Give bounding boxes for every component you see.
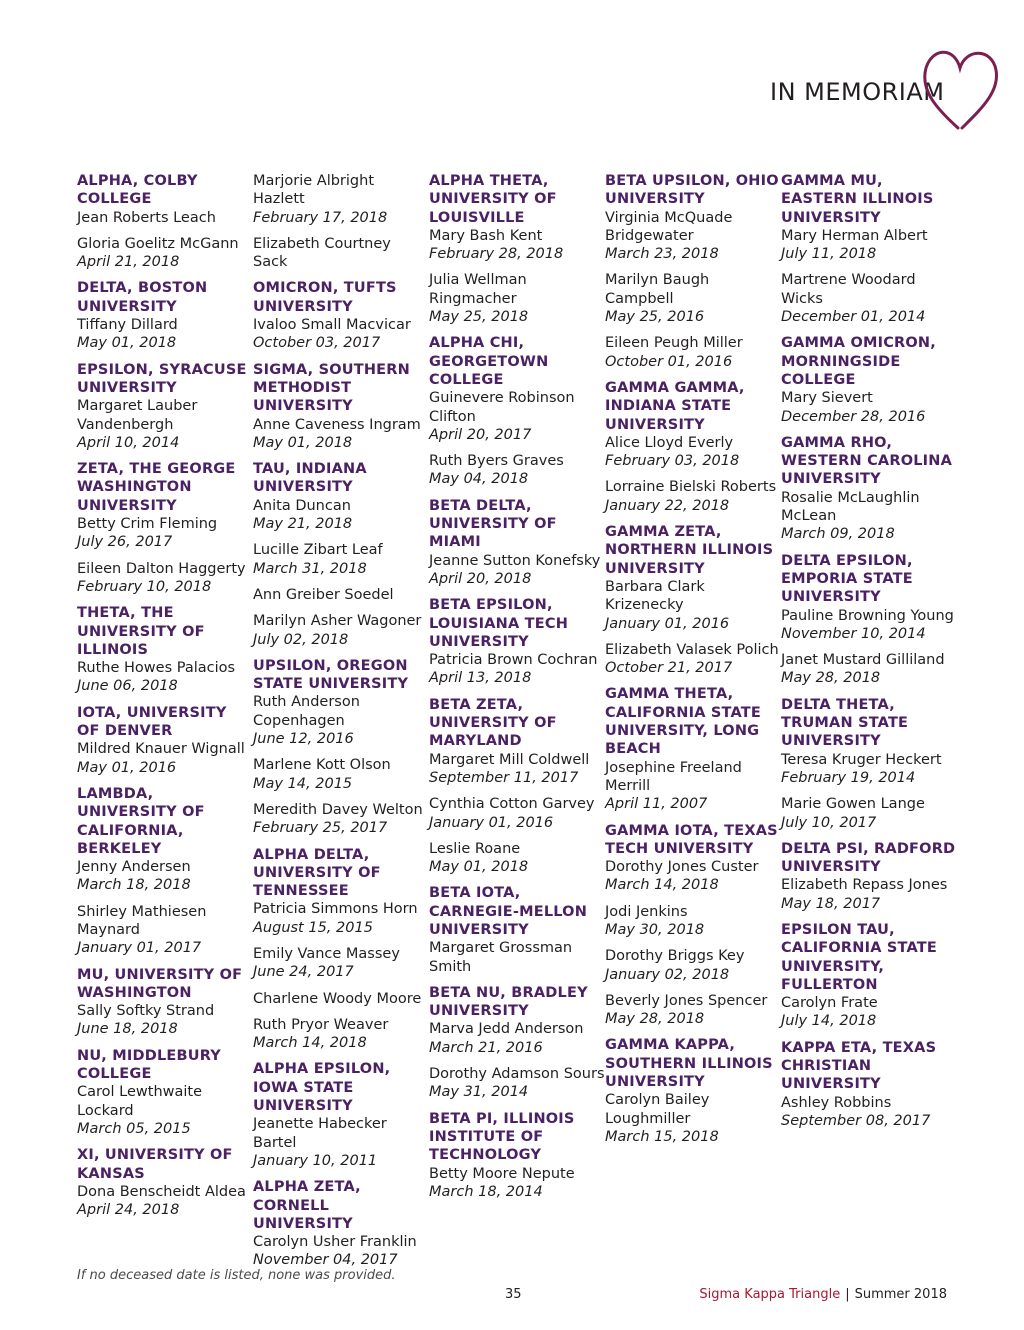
member-name: Carol Lewthwaite Lockard [77,1084,203,1119]
member-entry [429,751,605,788]
member-name: Ashley Robbins [781,1094,892,1111]
chapter-heading: GAMMA KAPPA, SOUTHERN ILLINOIS UNIVERSITY [605,1037,773,1091]
member-entry [77,903,253,958]
member-date: May 18, 2017 [781,895,881,912]
member-name: Janet Mustard Gilliland [781,652,945,669]
member-name: Martrene Woodard Wicks [781,272,916,307]
member-name: Josephine Freeland Merrill [605,759,742,794]
column-3 [429,172,605,1278]
member-entry [253,900,429,937]
chapter-heading: UPSILON, OREGON STATE UNIVERSITY [253,657,409,693]
member-date: March 18, 2018 [77,877,191,894]
member-name: Beverly Jones Spencer [605,992,768,1009]
member-name: Marie Gowen Lange [781,796,925,813]
chapter-group [781,696,957,832]
member-entry [253,497,429,534]
member-entry [605,271,781,326]
member-name: Patricia Simmons Horn [253,901,418,918]
member-entry [605,992,781,1029]
member-name: Gloria Goelitz McGann [77,235,239,252]
member-entry [605,759,781,814]
member-date: January 01, 2016 [429,814,554,831]
member-name: Ruth Pryor Weaver [253,1016,389,1033]
member-name: Jenny Andersen [77,859,191,876]
member-entry [781,389,957,426]
member-entry [429,651,605,688]
member-entry [77,397,253,452]
chapter-heading: EPSILON, SYRACUSE UNIVERSITY [77,361,247,396]
member-entry [429,1020,605,1057]
member-name: Sally Softky Strand [77,1003,215,1020]
member-entry [77,560,253,597]
chapter-heading: ALPHA CHI, GEORGETOWN COLLEGE [429,335,549,388]
member-date: January 02, 2018 [605,966,730,983]
member-name: Charlene Woody Moore [253,990,422,1007]
member-date: May 28, 2018 [781,670,881,687]
member-date: May 01, 2018 [77,335,177,352]
member-entry [253,756,429,793]
chapter-group [77,785,253,958]
member-entry [781,751,957,788]
chapter-group [253,1178,429,1269]
member-name: Patricia Brown Cochran [429,652,598,669]
member-date: June 18, 2018 [77,1021,178,1038]
member-entry [781,876,957,913]
member-name: Lorraine Bielski Roberts [605,479,777,496]
chapter-group [253,846,429,1053]
member-entry [253,801,429,838]
member-entry [429,1165,605,1202]
member-entry [429,795,605,832]
member-name: Marva Jedd Anderson [429,1021,584,1038]
member-date: March 21, 2016 [429,1039,543,1056]
chapter-heading: GAMMA OMICRON, MORNINGSIDE COLLEGE [781,335,936,388]
member-date: December 01, 2014 [781,309,926,326]
member-entry [77,316,253,353]
chapter-group [429,884,605,975]
page-number: 35 [505,1287,522,1302]
chapter-group [605,379,781,515]
member-entry [253,541,429,578]
member-name: Dorothy Jones Custer [605,859,759,876]
heart-icon [918,42,1002,132]
chapter-heading: MU, UNIVERSITY OF WASHINGTON [77,966,243,1001]
chapter-group [429,596,605,687]
member-name: Anita Duncan [253,497,351,514]
member-name: Margaret Grossman Smith [429,940,573,975]
member-name: Margaret Lauber Vandenbergh [77,398,198,433]
member-date: March 14, 2018 [605,877,719,894]
member-date: May 04, 2018 [429,471,529,488]
chapter-heading: BETA NU, BRADLEY UNIVERSITY [429,984,588,1020]
member-entry [77,1083,253,1138]
member-date: August 15, 2015 [253,919,373,936]
member-date: October 01, 2016 [605,353,733,370]
member-entry [253,1115,429,1170]
member-name: Jeanne Sutton Konefsky [429,552,601,569]
member-name: Pauline Browning Young [781,607,954,624]
member-name: Emily Vance Massey [253,945,400,962]
member-name: Eileen Peugh Miller [605,335,743,352]
member-name: Anne Caveness Ingram [253,416,421,433]
chapter-heading: LAMBDA, UNIVERSITY OF CALIFORNIA, BERKELEY [77,785,205,857]
member-date: March 09, 2018 [781,526,895,543]
member-entry [781,651,957,688]
member-name: Rosalie McLaughlin McLean [781,489,920,525]
member-name: Alice Lloyd Everly [605,434,734,451]
member-entry [781,271,957,326]
member-name: Ruth Anderson Copenhagen [253,694,360,729]
member-date: May 31, 2014 [429,1084,529,1101]
chapter-group [253,361,429,452]
chapter-group [781,334,957,425]
chapter-heading: DELTA THETA, TRUMAN STATE UNIVERSITY [781,696,909,750]
member-date: April 13, 2018 [429,670,532,687]
chapter-group [77,460,253,596]
member-entry [605,434,781,471]
member-date: February 17, 2018 [253,209,388,226]
column-5 [781,172,957,1278]
member-date: March 31, 2018 [253,560,367,577]
member-date: May 25, 2016 [605,309,705,326]
member-entry [605,1091,781,1146]
member-name: Elizabeth Valasek Polich [605,641,779,658]
chapter-group [429,172,605,326]
member-entry [77,235,253,272]
chapter-group [253,279,429,352]
member-date: January 01, 2016 [605,615,730,632]
member-date: February 03, 2018 [605,453,740,470]
chapter-group [429,334,605,488]
chapter-heading: BETA ZETA, UNIVERSITY OF MARYLAND [429,696,557,750]
member-date: June 06, 2018 [77,678,178,695]
chapter-group [605,1036,781,1146]
member-entry [77,858,253,895]
member-date: September 08, 2017 [781,1112,931,1129]
chapter-heading: TAU, INDIANA UNIVERSITY [253,461,367,496]
credit-separator: | [845,1287,850,1302]
chapter-heading: DELTA EPSILON, EMPORIA STATE UNIVERSITY [781,552,913,606]
member-date: October 21, 2017 [605,660,733,677]
member-entry [429,389,605,444]
chapter-group [77,361,253,452]
chapter-heading: ALPHA EPSILON, IOWA STATE UNIVERSITY [253,1061,391,1115]
member-date: April 24, 2018 [77,1202,180,1219]
member-name: Jean Roberts Leach [77,209,216,226]
member-name: Betty Crim Fleming [77,516,218,533]
member-date: July 26, 2017 [77,534,173,551]
chapter-heading: GAMMA THETA, CALIFORNIA STATE UNIVERSITY, LONG BEACH [605,686,761,758]
chapter-heading: EPSILON TAU, CALIFORNIA STATE UNIVERSITY, FULLERTON [781,921,937,993]
member-name: Ruth Byers Graves [429,453,564,470]
member-date: February 10, 2018 [77,578,212,595]
member-name: Barbara Clark Krizenecky [605,578,705,614]
member-date: May 14, 2015 [253,775,353,792]
chapter-group [781,552,957,688]
chapter-group [253,1060,429,1170]
chapter-group [781,434,957,544]
member-date: May 21, 2018 [253,516,353,533]
member-date: November 10, 2014 [781,625,926,642]
member-entry [253,612,429,649]
member-entry [429,227,605,264]
member-date: March 05, 2015 [77,1120,191,1137]
member-date: April 21, 2018 [77,254,180,271]
member-date: May 01, 2016 [77,759,177,776]
member-entry [77,515,253,552]
footnote: If no deceased date is listed, none was provided. [77,1268,396,1283]
publication-credit [699,1287,947,1302]
column-2 [253,172,429,1278]
chapter-group [253,460,429,649]
member-entry [605,858,781,895]
member-entry [429,1065,605,1102]
page-title: IN MEMORIAM [770,78,945,106]
member-name: Cynthia Cotton Garvey [429,796,595,813]
member-entry [429,840,605,877]
chapter-group [605,172,781,371]
member-name: Dorothy Briggs Key [605,948,745,965]
chapter-heading: NU, MIDDLEBURY COLLEGE [77,1047,222,1083]
chapter-group [77,1146,253,1219]
chapter-heading: GAMMA GAMMA, INDIANA STATE UNIVERSITY [605,379,745,433]
member-date: May 01, 2018 [429,859,529,876]
member-name: Ivaloo Small Macvicar [253,317,411,334]
member-entry [77,209,253,227]
member-name: Elizabeth Repass Jones [781,877,948,894]
member-date: December 28, 2016 [781,408,926,425]
member-name: Margaret Mill Coldwell [429,751,590,768]
chapter-group [253,657,429,838]
member-date: February 25, 2017 [253,820,388,837]
chapter-heading: GAMMA RHO, WESTERN CAROLINA UNIVERSITY [781,434,953,488]
member-date: November 04, 2017 [253,1252,398,1269]
member-name: Teresa Kruger Heckert [781,751,942,768]
memoriam-columns [77,172,957,1278]
member-entry [253,1016,429,1053]
member-name: Carolyn Bailey Loughmiller [605,1092,710,1127]
member-entry [781,994,957,1031]
chapter-group [429,984,605,1102]
chapter-heading: ALPHA, COLBY COLLEGE [77,173,198,208]
member-date: June 12, 2016 [253,731,354,748]
chapter-group [253,172,429,271]
chapter-group [605,523,781,677]
member-name: Marlene Kott Olson [253,757,391,774]
member-entry [429,271,605,326]
member-date: February 28, 2018 [429,246,564,263]
member-date: May 28, 2018 [605,1011,705,1028]
member-entry [253,693,429,748]
chapter-group [781,921,957,1031]
member-entry [429,552,605,589]
chapter-group [429,1110,605,1201]
chapter-group [429,497,605,588]
member-date: October 03, 2017 [253,335,381,352]
member-name: Leslie Roane [429,840,521,857]
member-name: Mildred Knauer Wignall [77,741,245,758]
chapter-heading: ALPHA THETA, UNIVERSITY OF LOUISVILLE [429,173,557,226]
member-entry [429,452,605,489]
member-date: May 01, 2018 [253,434,353,451]
member-name: Dorothy Adamson Sours [429,1066,605,1083]
publication-name: Sigma Kappa Triangle [699,1287,841,1302]
member-name: Mary Bash Kent [429,227,543,244]
member-date: March 15, 2018 [605,1128,719,1145]
chapter-heading: BETA PI, ILLINOIS INSTITUTE OF TECHNOLOGY [429,1110,575,1164]
chapter-heading: GAMMA ZETA, NORTHERN ILLINOIS UNIVERSITY [605,524,774,577]
member-name: Guinevere Robinson Clifton [429,390,575,425]
column-1 [77,172,253,1278]
member-name: Mary Sievert [781,390,873,407]
chapter-heading: IOTA, UNIVERSITY OF DENVER [77,704,227,740]
member-name: Ann Greiber Soedel [253,586,394,603]
member-date: March 23, 2018 [605,246,719,263]
member-entry [781,489,957,544]
chapter-group [781,1039,957,1130]
member-date: April 10, 2014 [77,434,180,451]
member-entry [781,607,957,644]
member-date: April 20, 2018 [429,570,532,587]
member-date: March 14, 2018 [253,1035,367,1052]
chapter-heading: THETA, THE UNIVERSITY OF ILLINOIS [77,605,205,658]
member-entry [253,172,429,227]
member-name: Mary Herman Albert [781,227,928,244]
chapter-heading: GAMMA MU, EASTERN ILLINOIS UNIVERSITY [781,173,934,226]
member-entry [605,903,781,940]
member-name: Marilyn Asher Wagoner [253,613,422,630]
member-name: Dona Benscheidt Aldea [77,1183,246,1200]
member-date: January 10, 2011 [253,1152,378,1169]
member-entry [605,334,781,371]
chapter-heading: ALPHA ZETA, CORNELL UNIVERSITY [253,1179,361,1232]
member-name: Betty Moore Nepute [429,1165,575,1182]
chapter-heading: XI, UNIVERSITY OF KANSAS [77,1147,233,1182]
chapter-heading: KAPPA ETA, TEXAS CHRISTIAN UNIVERSITY [781,1039,937,1093]
member-entry [605,641,781,678]
member-entry [253,235,429,272]
member-name: Tiffany Dillard [77,317,178,334]
member-entry [77,1002,253,1039]
member-date: July 02, 2018 [253,631,349,648]
chapter-group [77,704,253,777]
chapter-heading: BETA DELTA, UNIVERSITY OF MIAMI [429,497,557,551]
member-name: Eileen Dalton Haggerty [77,560,246,577]
member-entry [77,659,253,696]
member-name: Virginia McQuade Bridgewater [605,209,733,244]
chapter-heading: BETA IOTA, CARNEGIE-MELLON UNIVERSITY [429,885,588,938]
member-name: Meredith Davey Welton [253,801,423,818]
member-name: Ruthe Howes Palacios [77,660,236,677]
member-name: Shirley Mathiesen Maynard [77,903,207,938]
member-date: March 18, 2014 [429,1183,543,1200]
chapter-group [781,840,957,913]
member-entry [253,945,429,982]
member-name: Jeanette Habecker Bartel [253,1116,387,1151]
member-entry [605,578,781,633]
member-name: Lucille Zibart Leaf [253,542,383,559]
member-date: January 22, 2018 [605,497,730,514]
member-date: July 10, 2017 [781,814,877,831]
member-name: Julia Wellman Ringmacher [429,272,527,307]
member-entry [253,586,429,604]
chapter-group [429,696,605,877]
member-entry [605,478,781,515]
chapter-group [77,966,253,1039]
chapter-heading: BETA UPSILON, OHIO UNIVERSITY [605,173,779,208]
column-4 [605,172,781,1278]
member-entry [253,316,429,353]
member-name: Marjorie Albright Hazlett [253,173,374,208]
member-entry [429,939,605,976]
member-name: Carolyn Usher Franklin [253,1234,417,1251]
chapter-group [77,172,253,271]
chapter-group [781,172,957,326]
issue-label: Summer 2018 [854,1287,947,1302]
member-entry [781,1094,957,1131]
chapter-heading: BETA EPSILON, LOUISIANA TECH UNIVERSITY [429,597,569,650]
chapter-heading: SIGMA, SOUTHERN METHODIST UNIVERSITY [253,361,410,415]
member-entry [781,795,957,832]
member-name: Carolyn Frate [781,995,878,1012]
member-name: Elizabeth Courtney Sack [253,235,391,271]
member-date: July 11, 2018 [781,246,877,263]
member-entry [253,990,429,1008]
member-entry [605,947,781,984]
chapter-heading: DELTA, BOSTON UNIVERSITY [77,280,208,315]
chapter-group [605,822,781,1029]
member-entry [605,209,781,264]
chapter-group [77,279,253,352]
chapter-heading: ALPHA DELTA, UNIVERSITY OF TENNESSEE [253,846,381,900]
member-date: January 01, 2017 [77,940,202,957]
chapter-group [77,1047,253,1138]
member-date: April 11, 2007 [605,796,708,813]
member-name: Jodi Jenkins [605,903,688,920]
member-entry [77,740,253,777]
member-entry [253,416,429,453]
member-entry [77,1183,253,1220]
member-date: May 30, 2018 [605,921,705,938]
chapter-group [77,604,253,695]
chapter-heading: DELTA PSI, RADFORD UNIVERSITY [781,840,956,876]
chapter-heading: OMICRON, TUFTS UNIVERSITY [253,280,397,315]
member-date: April 20, 2017 [429,426,532,443]
member-entry [253,1233,429,1270]
chapter-heading: ZETA, THE GEORGE WASHINGTON UNIVERSITY [77,461,236,514]
member-entry [781,227,957,264]
member-date: July 14, 2018 [781,1013,877,1030]
member-date: February 19, 2014 [781,769,916,786]
member-name: Marilyn Baugh Campbell [605,272,710,307]
chapter-heading: GAMMA IOTA, TEXAS TECH UNIVERSITY [605,822,778,857]
member-date: September 11, 2017 [429,769,579,786]
member-date: May 25, 2018 [429,309,529,326]
chapter-group [605,685,781,813]
member-date: June 24, 2017 [253,964,354,981]
